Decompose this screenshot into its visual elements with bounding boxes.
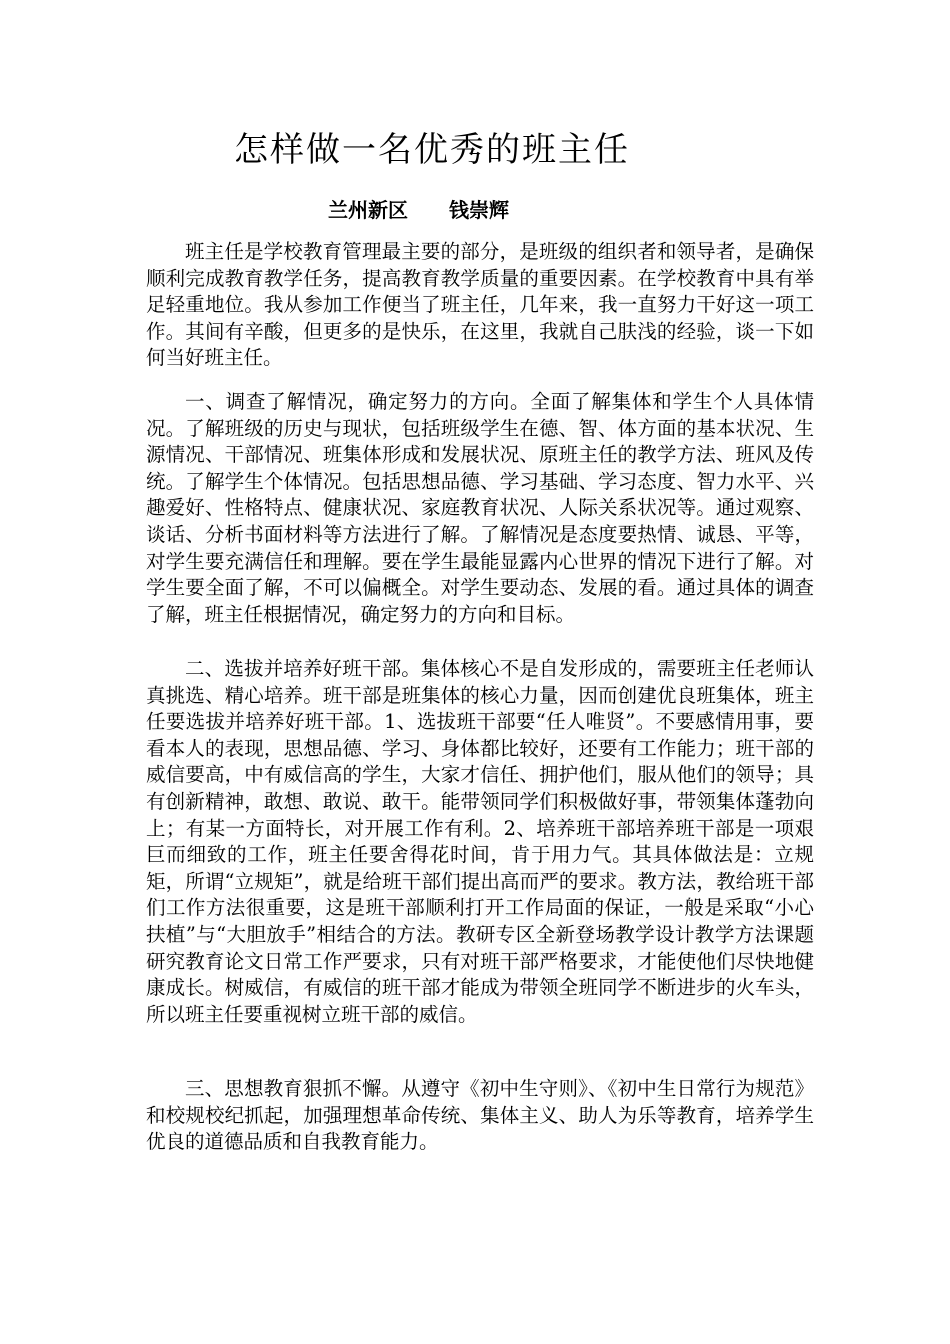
paragraph-section-1: 一、调查了解情况，确定努力的方向。全面了解集体和学生个人具体情况。了解班级的历史与现状，包括班级学生在德、智、体方面的基本状况、生源情况、干部情况、班集体形成和发展状况、原班主任的教学方法、班风及传统。了解学生个体情况。包括思想品德、学习基础、学习态度、智力水平、兴趣爱好、性格特点、健康状况、家庭教育状况、人际关系状况等。通过观察、谈话、分析书面材料等方法进行了解。了解情况是态度要热情、诚恳、平等，对学生要充满信任和理解。要在学生最能显露内心世界的情况下进行了解。对学生要全面了解，不可以偏概全。对学生要动态、发展的看。通过具体的调查了解，班主任根据情况，确定努力的方向和目标。: [146, 390, 814, 626]
paragraph-section-2: 二、选拔并培养好班干部。集体核心不是自发形成的，需要班主任老师认真挑选、精心培养。班干部是班集体的核心力量，因而创建优良班集体，班主任要选拔并培养好班干部。1、选拔班干部要“任人唯贤”。不要感情用事，要看本人的表现，思想品德、学习、身体都比较好，还要有工作能力；班干部的威信要高，中有威信高的学生，大家才信任、拥护他们，服从他们的领导；具有创新精神，敢想、敢说、敢干。能带领同学们积极做好事，带领集体蓬勃向上；有某一方面特长，对开展工作有利。2、培养班干部培养班干部是一项艰巨而细致的工作，班主任要舍得花时间，肯于用力气。其具体做法是：立规矩，所谓“立规矩”，就是给班干部们提出高而严的要求。教方法，教给班干部们工作方法很重要，这是班干部顺利打开工作局面的保证，一般是采取“小心扶植”与“大胆放手”相结合的方法。教研专区全新登场教学设计教学方法课题研究教育论文日常工作严要求，只有对班干部严格要求，才能使他们尽快地健康成长。树威信，有威信的班干部才能成为带领全班同学不断进步的火车头，所以班主任要重视树立班干部的威信。: [146, 657, 814, 1026]
paragraph-intro: 班主任是学校教育管理最主要的部分，是班级的组织者和领导者，是确保顺利完成教育教学任务，提高教育教学质量的重要因素。在学校教育中具有举足轻重地位。我从参加工作便当了班主任，几年来，我一直努力干好这一项工作。其间有辛酸，但更多的是快乐，在这里，我就自己肤浅的经验，谈一下如何当好班主任。: [146, 240, 814, 370]
document-title: 怎样做一名优秀的班主任: [234, 130, 630, 170]
byline-author: 钱崇辉: [448, 198, 509, 222]
byline-organization: 兰州新区: [328, 198, 408, 222]
paragraph-section-3: 三、思想教育狠抓不懈。从遵守《初中生守则》、《初中生日常行为规范》和校规校纪抓起，加强理想革命传统、集体主义、助人为乐等教育，培养学生优良的道德品质和自我教育能力。: [146, 1077, 814, 1154]
byline: [328, 196, 509, 224]
